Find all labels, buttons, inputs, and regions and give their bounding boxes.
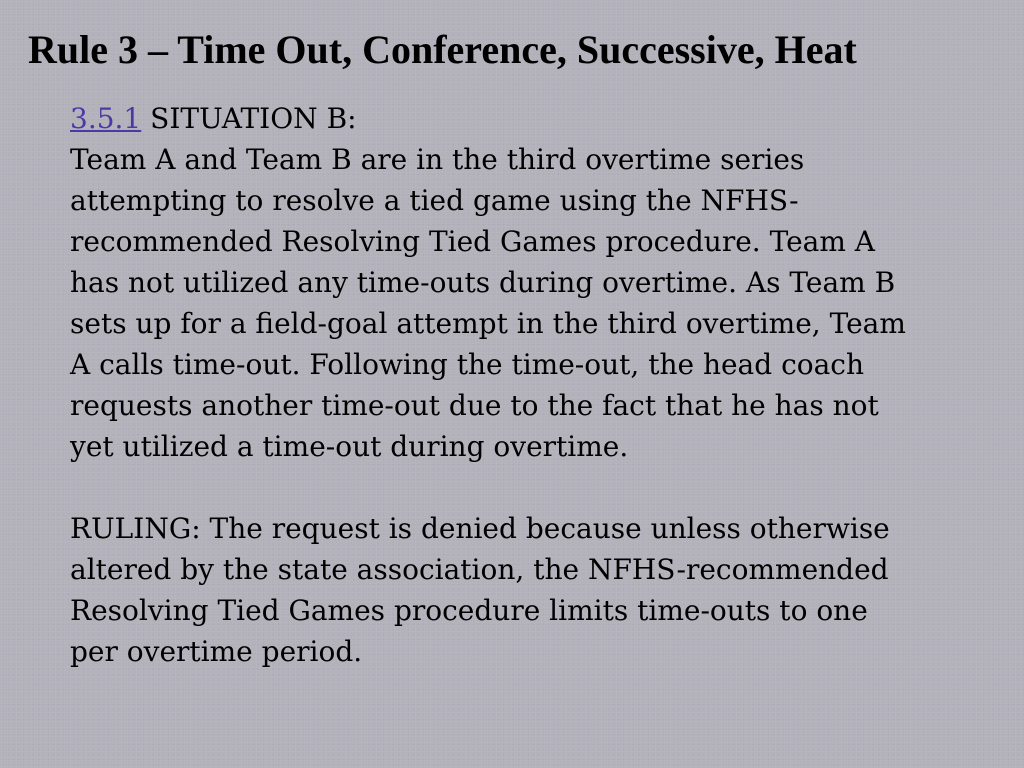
ruling-line: altered by the state association, the NFHS-recommended	[70, 553, 889, 586]
ruling-line: per overtime period.	[70, 635, 363, 668]
ruling-line: RULING: The request is denied because unless otherwise	[70, 512, 890, 545]
ruling-line: Resolving Tied Games procedure limits time-outs to one	[70, 594, 868, 627]
situation-line: sets up for a field-goal attempt in the third overtime, Team	[70, 307, 906, 340]
situation-line: recommended Resolving Tied Games procedure. Team A	[70, 225, 876, 258]
rule-reference-link[interactable]: 3.5.1	[70, 102, 142, 135]
situation-heading: SITUATION B:	[141, 102, 357, 135]
slide-title: Rule 3 – Time Out, Conference, Successive, Heat	[28, 27, 857, 72]
situation-line: yet utilized a time-out during overtime.	[70, 430, 629, 463]
paragraph-spacer	[70, 467, 990, 508]
situation-line: A calls time-out. Following the time-out, the head coach	[70, 348, 865, 381]
situation-line: requests another time-out due to the fact that he has not	[70, 389, 879, 422]
situation-line: Team A and Team B are in the third overtime series	[70, 143, 805, 176]
situation-line: attempting to resolve a tied game using the NFHS-	[70, 184, 799, 217]
situation-heading-line	[70, 98, 990, 139]
situation-line: has not utilized any time-outs during overtime. As Team B	[70, 266, 896, 299]
slide-body	[70, 98, 990, 672]
